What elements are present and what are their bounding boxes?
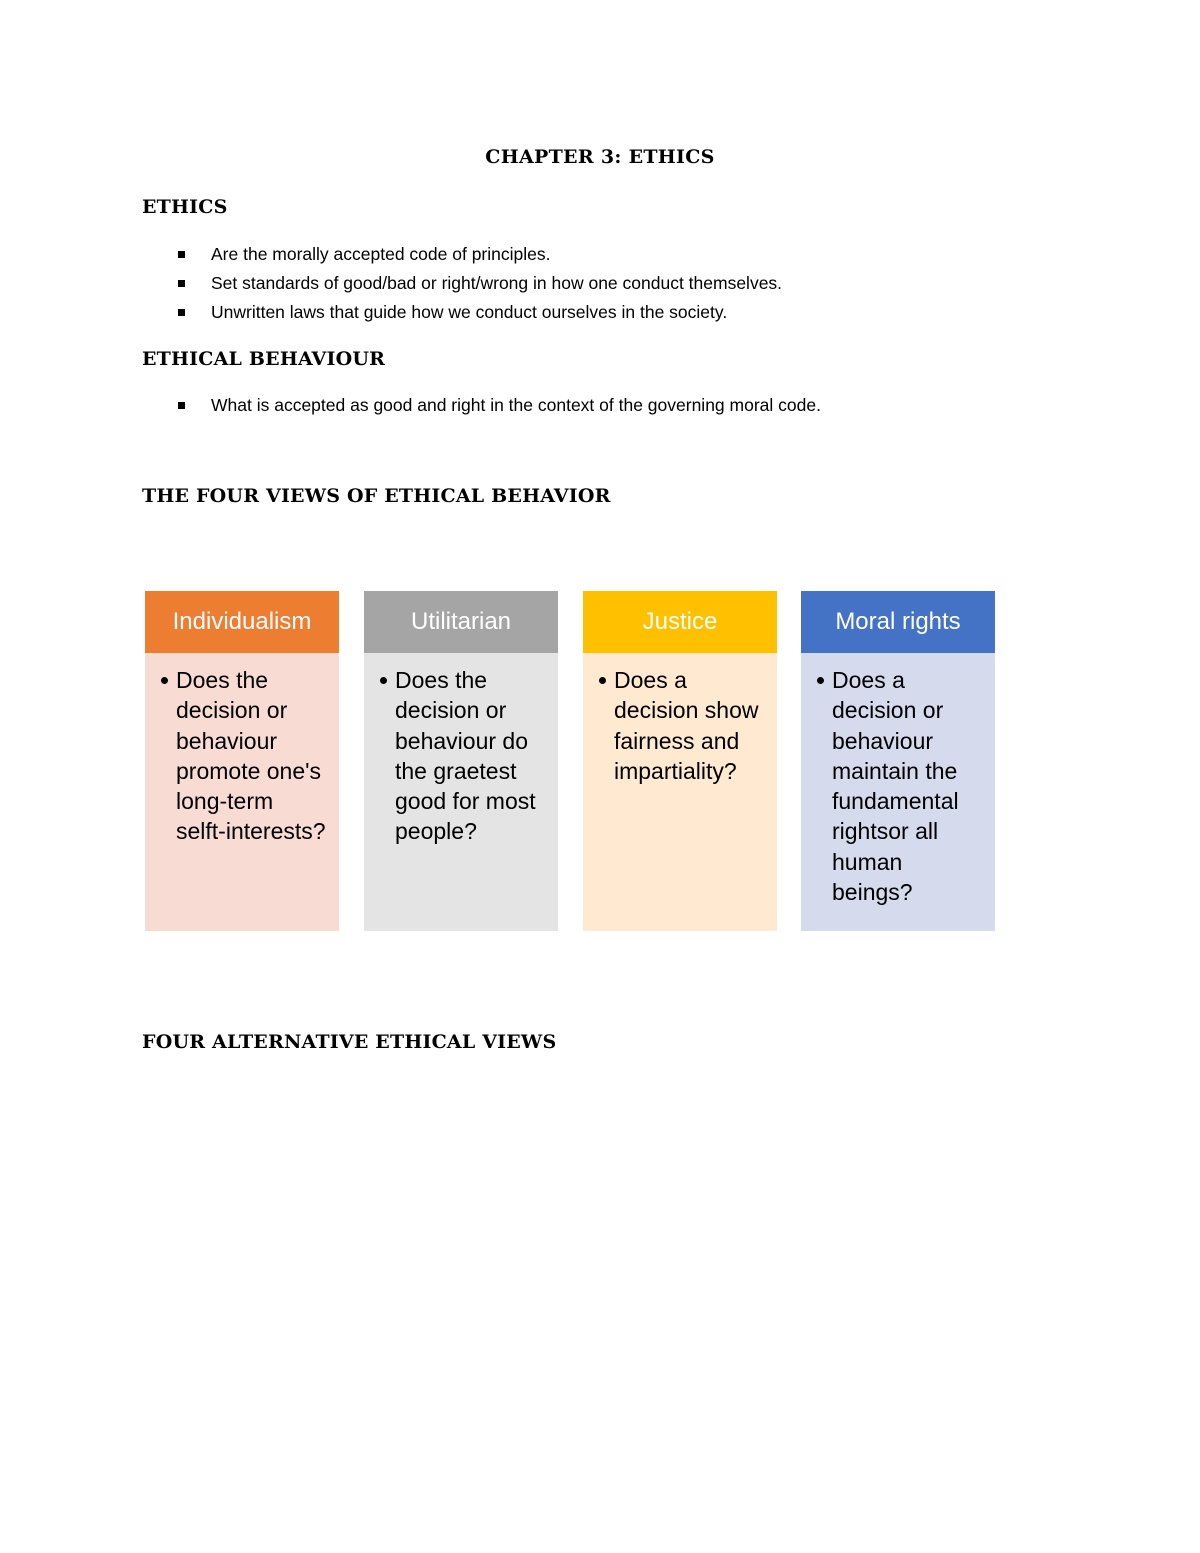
card-bullet: Does the decision or behaviour promote one's long-term selft-interests? xyxy=(159,665,329,847)
ethical-behaviour-bullet-list xyxy=(176,391,821,420)
view-card-utilitarian xyxy=(364,591,558,931)
round-bullet-icon xyxy=(817,677,824,684)
list-item: What is accepted as good and right in the context of the governing moral code. xyxy=(176,391,821,420)
page-title: CHAPTER 3: ETHICS xyxy=(485,146,715,168)
card-header: Justice xyxy=(583,591,777,653)
card-body xyxy=(583,653,777,931)
square-bullet-icon xyxy=(178,309,185,316)
square-bullet-icon xyxy=(178,402,185,409)
list-item: Set standards of good/bad or right/wrong in how one conduct themselves. xyxy=(176,269,782,298)
card-bullet: Does the decision or behaviour do the graetest good for most people? xyxy=(378,665,548,847)
round-bullet-icon xyxy=(380,677,387,684)
section-heading-ethics: ETHICS xyxy=(142,196,228,218)
square-bullet-icon xyxy=(178,280,185,287)
section-heading-alternative-views: FOUR ALTERNATIVE ETHICAL VIEWS xyxy=(142,1031,557,1053)
card-body xyxy=(801,653,995,931)
card-body xyxy=(364,653,558,931)
view-card-justice xyxy=(583,591,777,931)
ethics-bullet-list xyxy=(176,240,782,327)
list-item: Are the morally accepted code of principles. xyxy=(176,240,782,269)
card-header: Moral rights xyxy=(801,591,995,653)
card-body xyxy=(145,653,339,931)
card-bullet: Does a decision or behaviour maintain the fundamental rightsor all human beings? xyxy=(815,665,985,907)
round-bullet-icon xyxy=(599,677,606,684)
view-card-individualism xyxy=(145,591,339,931)
round-bullet-icon xyxy=(161,677,168,684)
card-header: Individualism xyxy=(145,591,339,653)
section-heading-ethical-behaviour: ETHICAL BEHAVIOUR xyxy=(142,348,386,370)
card-header: Utilitarian xyxy=(364,591,558,653)
view-card-moral-rights xyxy=(801,591,995,931)
four-views-diagram xyxy=(145,591,997,932)
card-bullet: Does a decision show fairness and impartiality? xyxy=(597,665,767,786)
list-item: Unwritten laws that guide how we conduct ourselves in the society. xyxy=(176,298,782,327)
section-heading-four-views: THE FOUR VIEWS OF ETHICAL BEHAVIOR xyxy=(142,485,611,507)
square-bullet-icon xyxy=(178,251,185,258)
